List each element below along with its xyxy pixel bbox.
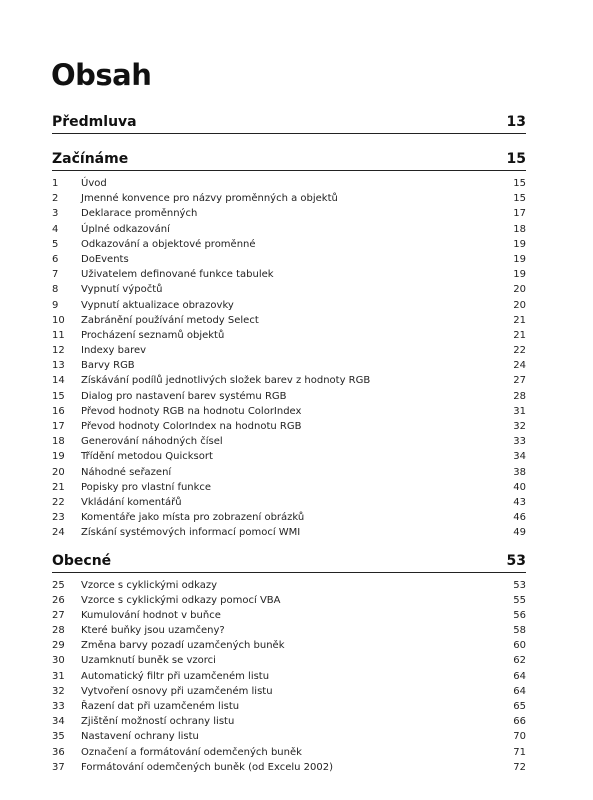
entry-page-number: 71 <box>513 746 526 758</box>
section-heading[interactable] <box>52 550 526 572</box>
entry-title: Barvy RGB <box>81 360 135 372</box>
section-heading[interactable] <box>52 111 526 133</box>
toc-entry[interactable] <box>52 358 526 373</box>
entry-number: 7 <box>52 269 59 281</box>
section-page-number: 53 <box>506 552 526 569</box>
toc-entry[interactable] <box>52 608 526 623</box>
toc-entry[interactable] <box>52 525 526 540</box>
entry-title: Indexy barev <box>81 345 147 357</box>
toc-entry[interactable] <box>52 191 526 206</box>
entry-number: 5 <box>52 238 59 250</box>
entry-number: 6 <box>52 253 59 265</box>
page-title: Obsah <box>51 58 152 92</box>
entry-title: Úplné odkazování <box>81 223 170 235</box>
entry-title: Automatický filtr při uzamčeném listu <box>81 670 270 682</box>
entry-page-number: 20 <box>513 284 526 296</box>
entry-page-number: 34 <box>513 451 526 463</box>
entry-page-number: 55 <box>513 594 526 606</box>
toc-entry[interactable] <box>52 434 526 449</box>
entry-number: 30 <box>52 655 65 667</box>
entry-title: Komentáře jako místa pro zobrazení obrázků <box>81 512 305 524</box>
entry-page-number: 56 <box>513 609 526 621</box>
entry-page-number: 60 <box>513 640 526 652</box>
toc-entry[interactable] <box>52 419 526 434</box>
toc-entry[interactable] <box>52 480 526 495</box>
entry-number: 3 <box>52 208 59 220</box>
entry-title: Získávání podílů jednotlivých složek barev z hodnoty RGB <box>81 375 371 387</box>
section-gap <box>52 139 526 148</box>
entry-page-number: 19 <box>513 253 526 265</box>
entry-page-number: 22 <box>513 345 526 357</box>
entry-title: Zjištění možností ochrany listu <box>81 716 235 728</box>
entry-number: 8 <box>52 284 59 296</box>
entry-page-number: 15 <box>513 178 526 189</box>
toc-entry[interactable] <box>52 404 526 419</box>
entry-page-number: 65 <box>513 701 526 712</box>
entry-title: Třídění metodou Quicksort <box>81 451 213 463</box>
entry-page-number: 20 <box>513 299 526 311</box>
toc-entry[interactable] <box>52 206 526 221</box>
entry-number: 36 <box>52 746 65 758</box>
toc-entry[interactable] <box>52 373 526 388</box>
toc-entry[interactable] <box>52 669 526 684</box>
entry-page-number: 17 <box>513 208 526 220</box>
entry-title: Nastavení ochrany listu <box>81 731 199 743</box>
entry-number: 32 <box>52 685 65 697</box>
entry-title: Generování náhodných čísel <box>81 436 223 448</box>
entry-page-number: 64 <box>513 685 526 697</box>
entry-number: 2 <box>52 193 59 205</box>
entry-title: Odkazování a objektové proměnné <box>81 238 256 250</box>
table-of-contents <box>52 111 526 775</box>
toc-entry[interactable] <box>52 495 526 510</box>
entry-page-number: 43 <box>513 496 526 508</box>
entry-title: Formátování odemčených buněk (od Excelu 2002) <box>81 761 334 773</box>
entry-page-number: 21 <box>513 314 526 326</box>
entry-title: Vypnutí výpočtů <box>81 284 163 296</box>
entry-title: Vytvoření osnovy při uzamčeném listu <box>81 685 273 697</box>
entry-page-number: 38 <box>513 466 526 478</box>
entry-page-number: 72 <box>513 761 526 773</box>
entry-number: 12 <box>52 345 65 357</box>
entry-number: 13 <box>52 360 65 372</box>
entry-number: 35 <box>52 731 65 743</box>
section-title: Obecné <box>52 552 112 569</box>
entry-title: Vzorce s cyklickými odkazy <box>81 579 218 591</box>
entry-title: Úvod <box>81 178 107 189</box>
toc-entry[interactable] <box>52 638 526 653</box>
entry-number: 14 <box>52 375 65 387</box>
toc-entry[interactable] <box>52 684 526 699</box>
entry-title: Které buňky jsou uzamčeny? <box>81 625 225 637</box>
entry-title: Popisky pro vlastní funkce <box>81 481 212 493</box>
entry-number: 34 <box>52 716 65 728</box>
entry-number: 25 <box>52 579 65 591</box>
entry-title: Náhodné seřazení <box>81 466 172 478</box>
entry-number: 24 <box>52 527 65 539</box>
entry-number: 33 <box>52 701 65 712</box>
entry-title: Změna barvy pozadí uzamčených buněk <box>81 640 285 652</box>
entry-title: Procházení seznamů objektů <box>81 329 225 341</box>
entry-number: 19 <box>52 451 65 463</box>
toc-entry[interactable] <box>52 593 526 608</box>
toc-entry[interactable] <box>52 237 526 252</box>
entry-page-number: 49 <box>513 527 526 539</box>
section-divider <box>52 133 526 134</box>
entry-number: 1 <box>52 178 59 189</box>
entry-page-number: 19 <box>513 269 526 281</box>
section-page-number: 13 <box>506 114 526 130</box>
entry-title: Vypnutí aktualizace obrazovky <box>81 299 234 311</box>
entry-page-number: 58 <box>513 625 526 637</box>
toc-entry[interactable] <box>52 267 526 282</box>
entry-page-number: 32 <box>513 421 526 432</box>
toc-entry[interactable] <box>52 252 526 267</box>
toc-entry[interactable] <box>52 510 526 525</box>
toc-entry[interactable] <box>52 714 526 729</box>
entry-number: 11 <box>52 329 65 341</box>
entry-number: 22 <box>52 496 65 508</box>
section-gap <box>52 541 526 550</box>
toc-entry[interactable] <box>52 222 526 237</box>
entry-number: 26 <box>52 594 65 606</box>
entry-title: Zabránění používání metody Select <box>81 314 259 326</box>
entry-number: 16 <box>52 405 65 417</box>
entry-title: Převod hodnoty RGB na hodnotu ColorIndex <box>81 405 302 417</box>
entry-number: 37 <box>52 761 65 773</box>
entry-number: 31 <box>52 670 65 682</box>
entry-page-number: 40 <box>513 481 526 493</box>
entry-number: 9 <box>52 299 59 311</box>
entry-title: Vkládání komentářů <box>81 496 182 508</box>
entry-number: 21 <box>52 481 65 493</box>
entry-title: Převod hodnoty ColorIndex na hodnotu RGB <box>81 421 302 432</box>
section-divider <box>52 170 526 171</box>
entry-number: 10 <box>52 314 65 326</box>
entry-page-number: 70 <box>513 731 526 743</box>
entry-page-number: 62 <box>513 655 526 667</box>
entry-page-number: 64 <box>513 670 526 682</box>
toc-entry[interactable] <box>52 729 526 744</box>
entry-page-number: 31 <box>513 405 526 417</box>
section-title: Začínáme <box>52 151 129 167</box>
section-title: Předmluva <box>52 114 137 130</box>
toc-entry[interactable] <box>52 282 526 297</box>
toc-entry[interactable] <box>52 343 526 358</box>
section-heading[interactable] <box>52 148 526 170</box>
entry-page-number: 33 <box>513 436 526 448</box>
entry-title: Deklarace proměnných <box>81 208 198 220</box>
entry-title: DoEvents <box>81 253 129 265</box>
entry-page-number: 18 <box>513 223 526 235</box>
entry-page-number: 15 <box>513 193 526 205</box>
toc-entry[interactable] <box>52 653 526 668</box>
entry-number: 17 <box>52 421 65 432</box>
entry-title: Uživatelem definované funkce tabulek <box>81 269 274 281</box>
entry-title: Kumulování hodnot v buňce <box>81 609 221 621</box>
entry-title: Získání systémových informací pomocí WMI <box>81 527 301 539</box>
toc-entry[interactable] <box>52 328 526 343</box>
entry-title: Jmenné konvence pro názvy proměnných a objektů <box>81 193 338 205</box>
toc-entry[interactable] <box>52 745 526 760</box>
entry-number: 29 <box>52 640 65 652</box>
toc-entry[interactable] <box>52 578 526 593</box>
toc-entry[interactable] <box>52 176 526 191</box>
entry-title: Uzamknutí buněk se vzorci <box>81 655 216 667</box>
entry-title: Vzorce s cyklickými odkazy pomocí VBA <box>81 594 281 606</box>
entry-number: 28 <box>52 625 65 637</box>
entry-number: 4 <box>52 223 59 235</box>
toc-entry[interactable] <box>52 465 526 480</box>
entry-title: Řazení dat při uzamčeném listu <box>81 701 240 712</box>
entry-number: 15 <box>52 390 65 402</box>
section-divider <box>52 572 526 573</box>
toc-entry[interactable] <box>52 389 526 404</box>
entry-page-number: 27 <box>513 375 526 387</box>
entry-number: 18 <box>52 436 65 448</box>
section-page-number: 15 <box>506 151 526 167</box>
toc-entry[interactable] <box>52 449 526 464</box>
entry-page-number: 24 <box>513 360 526 372</box>
entry-page-number: 28 <box>513 390 526 402</box>
toc-entry[interactable] <box>52 623 526 638</box>
entry-page-number: 46 <box>513 512 526 524</box>
entry-page-number: 21 <box>513 329 526 341</box>
entry-page-number: 66 <box>513 716 526 728</box>
entry-number: 27 <box>52 609 65 621</box>
entry-title: Označení a formátování odemčených buněk <box>81 746 302 758</box>
entry-page-number: 53 <box>513 579 526 591</box>
toc-entry[interactable] <box>52 699 526 714</box>
toc-entry[interactable] <box>52 298 526 313</box>
toc-entry[interactable] <box>52 313 526 328</box>
entry-title: Dialog pro nastavení barev systému RGB <box>81 390 287 402</box>
entry-number: 20 <box>52 466 65 478</box>
entry-number: 23 <box>52 512 65 524</box>
entry-page-number: 19 <box>513 238 526 250</box>
toc-entry[interactable] <box>52 760 526 775</box>
